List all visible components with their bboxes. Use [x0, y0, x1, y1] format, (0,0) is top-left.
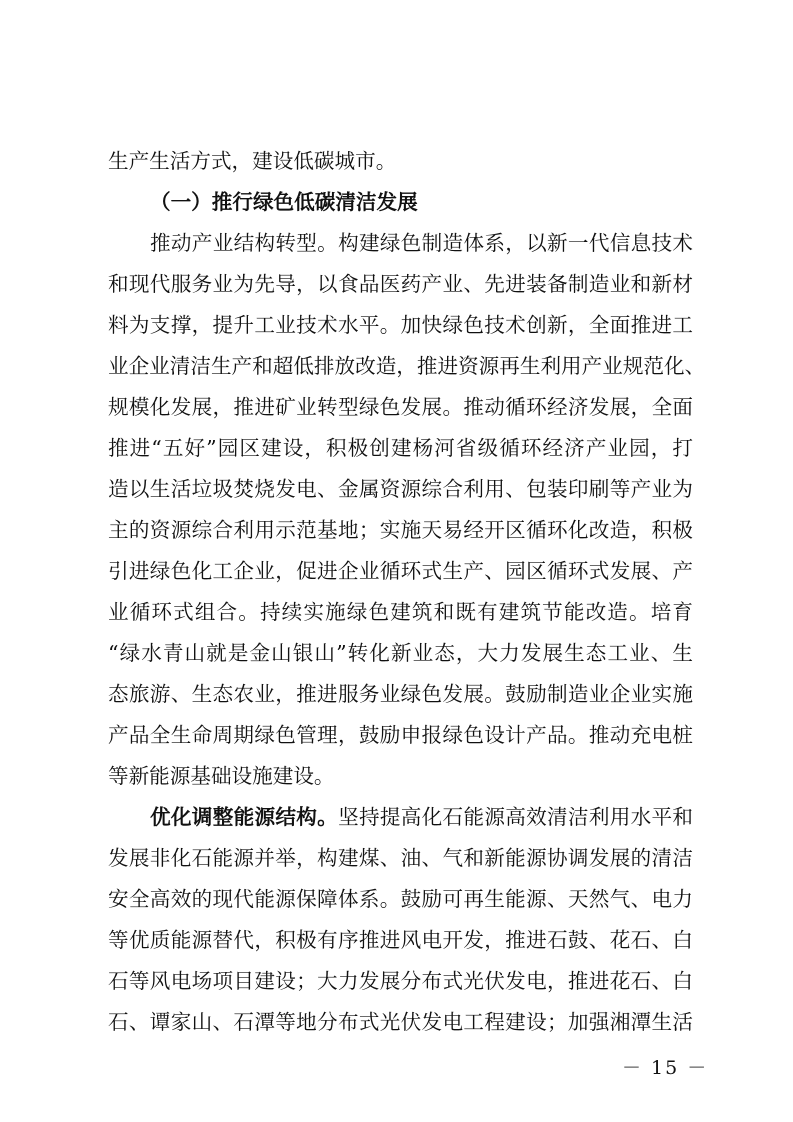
- paragraph-line: 石等风电场项目建设；大力发展分布式光伏发电，推进花石、白: [108, 969, 693, 993]
- paragraph-line: 业企业清洁生产和超低排放改造，推进资源再生利用产业规范化、: [108, 354, 706, 378]
- paragraph-line: “绿水青山就是金山银山”转化新业态，大力发展生态工业、生: [108, 641, 693, 665]
- paragraph-line: 生产生活方式，建设低碳城市。: [108, 149, 397, 173]
- paragraph-line: 推进“五好”园区建设，积极创建杨河省级循环经济产业园，打: [108, 436, 693, 460]
- paragraph-line: 发展非化石能源并举，构建煤、油、气和新能源协调发展的清洁: [108, 846, 693, 870]
- paragraph-line: 等优质能源替代，积极有序推进风电开发，推进石鼓、花石、白: [108, 928, 693, 952]
- paragraph-lead-bold: 优化调整能源结构。: [150, 805, 339, 829]
- page-number: － 15 －: [622, 1057, 709, 1079]
- paragraph-line: 料为支撑，提升工业技术水平。加快绿色技术创新，全面推进工: [108, 313, 693, 337]
- paragraph-line: 推动产业结构转型。构建绿色制造体系，以新一代信息技术: [150, 231, 693, 255]
- paragraph-line: 引进绿色化工企业，促进企业循环式生产、园区循环式发展、产: [108, 559, 693, 583]
- paragraph-line: 造以生活垃圾焚烧发电、金属资源综合利用、包装印刷等产业为: [108, 477, 693, 501]
- paragraph-line: 安全高效的现代能源保障体系。鼓励可再生能源、天然气、电力: [108, 887, 693, 911]
- paragraph-line-energy-first: [150, 804, 693, 830]
- paragraph-line: 等新能源基础设施建设。: [108, 764, 335, 788]
- paragraph-line: 业循环式组合。持续实施绿色建筑和既有建筑节能改造。培育: [108, 600, 693, 624]
- paragraph-line: 和现代服务业为先导，以食品医药产业、先进装备制造业和新材: [108, 272, 693, 296]
- paragraph-line: 产品全生命周期绿色管理，鼓励申报绿色设计产品。推动充电桩: [108, 723, 693, 747]
- paragraph-line: 规模化发展，推进矿业转型绿色发展。推动循环经济发展，全面: [108, 395, 693, 419]
- paragraph-line: 态旅游、生态农业，推进服务业绿色发展。鼓励制造业企业实施: [108, 682, 693, 706]
- paragraph-line: 主的资源综合利用示范基地；实施天易经开区循环化改造，积极: [108, 518, 693, 542]
- section-heading: （一）推行绿色低碳清洁发展: [150, 190, 418, 214]
- paragraph-first-rest: 坚持提高化石能源高效清洁利用水平和: [338, 805, 694, 829]
- paragraph-line: 石、谭家山、石潭等地分布式光伏发电工程建设；加强湘潭生活: [108, 1010, 693, 1034]
